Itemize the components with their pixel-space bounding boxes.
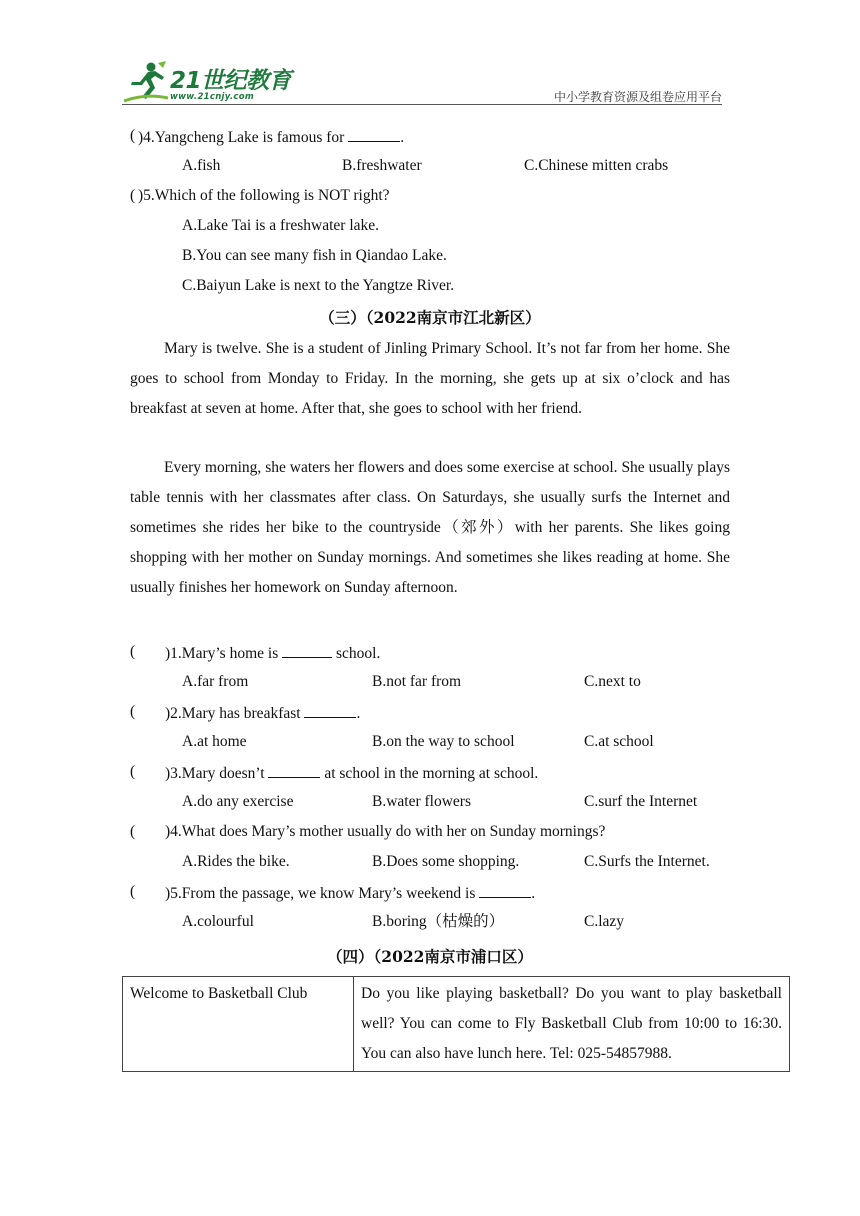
answer-paren: ( <box>130 703 136 720</box>
answer-paren: ( <box>130 187 136 204</box>
table-cell-right: Do you like playing basketball? Do you want to play basketball well? You can come to Fly Basketball Club from 10:00 to 16:30. You can also have lunch here. Tel: 025-54857988. <box>354 977 790 1072</box>
option-c: C.surf the Internet <box>584 793 698 810</box>
question-stem: )2.Mary has breakfast <box>165 705 305 722</box>
site-logo <box>122 60 292 104</box>
section-title: （三）（2022南京市江北新区） <box>319 308 541 327</box>
question-stem: )3.Mary doesn’t <box>165 765 269 782</box>
option-c: C.lazy <box>584 913 625 930</box>
passage-paragraph-1: Mary is twelve. She is a student of Jinling Primary School. It’s not far from her home. She goes to school from Monday to Friday. In the morning, she gets up at six o’clock and has breakfast at seven at home. After that, she goes to school with her friend. <box>130 340 730 417</box>
question-end: at school in the morning at school. <box>320 765 539 782</box>
question-end: . <box>400 129 405 146</box>
basketball-club-table <box>122 976 790 1072</box>
option-a: A.at home <box>182 733 247 750</box>
option-a: A.Lake Tai is a freshwater lake. <box>182 217 380 234</box>
answer-paren: ( <box>130 823 136 840</box>
question-stem: )4.Yangcheng Lake is famous for <box>138 129 349 146</box>
question-text <box>165 702 360 724</box>
question-text <box>138 126 404 148</box>
question-text: )5.Which of the following is NOT right? <box>138 187 390 204</box>
answer-blank <box>304 702 356 718</box>
option-a: A.do any exercise <box>182 793 294 810</box>
option-c: C.Baiyun Lake is next to the Yangtze River. <box>182 277 455 294</box>
answer-paren: ( <box>130 763 136 780</box>
question-stem: )5.From the passage, we know Mary’s weekend is <box>165 885 480 902</box>
option-a: A.fish <box>182 157 221 174</box>
question-end: . <box>531 885 536 902</box>
option-b: B.You can see many fish in Qiandao Lake. <box>182 247 447 264</box>
section-title: （四）（2022南京市浦口区） <box>327 947 533 966</box>
question-text <box>165 882 535 904</box>
question-text <box>165 642 380 664</box>
answer-blank <box>268 762 320 778</box>
option-b: B.on the way to school <box>372 733 515 750</box>
question-text <box>165 762 538 784</box>
option-a: A.far from <box>182 673 249 690</box>
option-b: B.Does some shopping. <box>372 853 520 870</box>
logo-text: 21世纪教育 <box>170 68 292 94</box>
answer-paren: ( <box>130 883 136 900</box>
question-text: )4.What does Mary’s mother usually do with her on Sunday mornings? <box>165 823 606 840</box>
option-b: B.water flowers <box>372 793 471 810</box>
answer-paren: ( <box>130 127 136 144</box>
option-c: C.Surfs the Internet. <box>584 853 710 870</box>
answer-paren: ( <box>130 643 136 660</box>
question-stem: )1.Mary’s home is <box>165 645 283 662</box>
platform-name: 中小学教育资源及组卷应用平台 <box>553 90 722 104</box>
answer-blank <box>479 882 531 898</box>
option-c: C.at school <box>584 733 654 750</box>
option-c: C.Chinese mitten crabs <box>524 157 669 174</box>
answer-blank <box>348 126 400 142</box>
page-header <box>122 60 722 106</box>
option-b: B.freshwater <box>342 157 422 174</box>
question-end: . <box>356 705 361 722</box>
header-divider <box>122 104 722 105</box>
table-row <box>123 977 790 1072</box>
option-b: B.not far from <box>372 673 462 690</box>
answer-blank <box>282 642 332 658</box>
passage-paragraph-2: Every morning, she waters her flowers and does some exercise at school. She usually plays table tennis with her classmates after class. On Saturdays, she usually surfs the Internet and sometimes she rides her bike to the countryside（郊外）with her parents. She likes going shopping with her mother on Sunday mornings. And sometimes she likes reading at home. She usually finishes her homework on Sunday afternoon. <box>130 459 730 596</box>
question-end: school. <box>332 645 381 662</box>
table-cell-left: Welcome to Basketball Club <box>123 977 354 1072</box>
runner-logo-icon <box>122 60 170 104</box>
option-a: A.colourful <box>182 913 254 930</box>
logo-url: www.21cnjy.com <box>170 92 254 102</box>
option-b: B.boring（枯燥的） <box>372 913 505 930</box>
option-c: C.next to <box>584 673 641 690</box>
option-a: A.Rides the bike. <box>182 853 290 870</box>
